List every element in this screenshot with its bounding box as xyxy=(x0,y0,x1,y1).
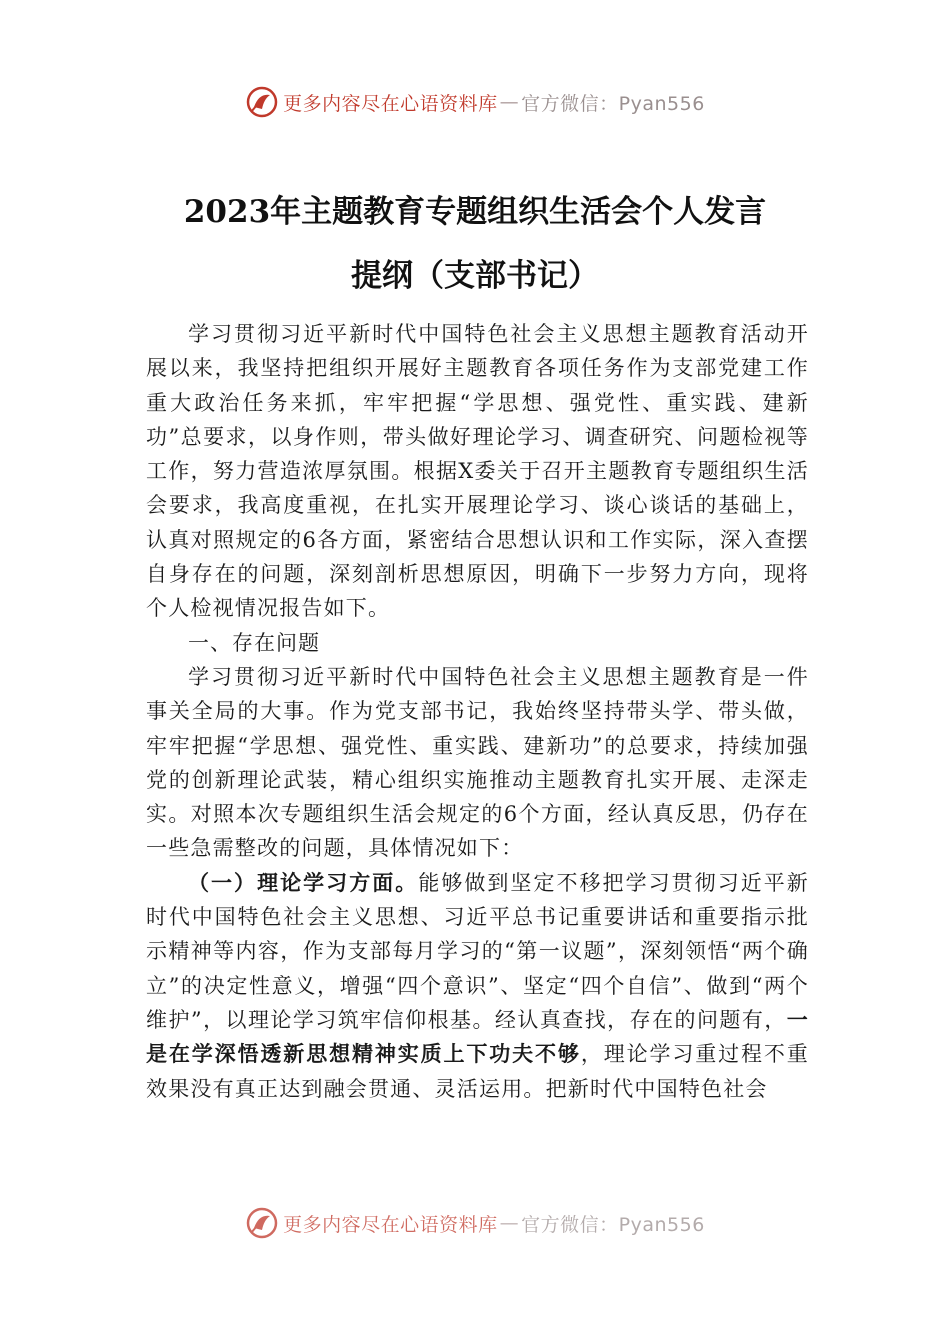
watermark-logo-icon xyxy=(245,1206,279,1240)
paragraph-intro: 学习贯彻习近平新时代中国特色社会主义思想主题教育活动开展以来，我坚持把组织开展好主题教育各项任务作为支部党建工作重大政治任务来抓，牢牢把握“学思想、强党性、重实践、建新功”总要求，以身作则，带头做好理论学习、调查研究、问题检视等工作，努力营造浓厚氛围。根据X委关于召开主题教育专题组织生活会要求，我高度重视，在扎实开展理论学习、谈心谈话的基础上，认真对照规定的6各方面，紧密结合思想认识和工作实际，深入查摆自身存在的问题，深刻剖析思想原因，明确下一步努力方向，现将个人检视情况报告如下。 xyxy=(146,322,809,621)
watermark-wechat: 官方微信：Pyan556 xyxy=(521,1213,705,1236)
watermark-wechat: 官方微信：Pyan556 xyxy=(521,92,705,115)
document-title-line2: 提纲（支部书记） xyxy=(351,258,599,294)
document-body xyxy=(146,317,809,1106)
watermark-footer xyxy=(0,1203,950,1243)
theory-study-text-continued: ，理论学习重过程不重效果没有真正达到融会贯通、灵活运用。把新时代中国特色社会 xyxy=(146,1042,809,1101)
section-heading-issues: 一、存在问题 xyxy=(188,630,320,655)
watermark-text: 更多内容尽在心语资料库 xyxy=(283,1213,498,1236)
watermark-dash: — xyxy=(499,91,520,113)
watermark-header xyxy=(0,82,950,122)
watermark-logo-icon xyxy=(245,85,279,119)
document-title-line1: 2023年主题教育专题组织生活会个人发言 xyxy=(183,194,767,230)
watermark-dash: — xyxy=(499,1212,520,1234)
paragraph-overview: 学习贯彻习近平新时代中国特色社会主义思想主题教育是一件事关全局的大事。作为党支部书记，我始终坚持带头学、带头做，牢牢把握“学思想、强党性、重实践、建新功”的总要求，持续加强党的创新理论武装，精心组织实施推动主题教育扎实开展、走深走实。对照本次专题组织生活会规定的6个方面，经认真反思，仍存在一些急需整改的问题，具体情况如下： xyxy=(146,664,809,861)
paragraph-theory-study xyxy=(146,866,809,1106)
theory-study-text: 能够做到坚定不移把学习贯彻习近平新时代中国特色社会主义思想、习近平总书记重要讲话和重要指示批示精神等内容，作为支部每月学习的“第一议题”，深刻领悟“两个确立”的决定性意义，增强“四个意识”、坚定“四个自信”、做到“两个维护”，以理论学习筑牢信仰根基。经认真查找，存在的问题有， xyxy=(146,870,809,1032)
watermark-text: 更多内容尽在心语资料库 xyxy=(283,92,498,115)
subheading-theory-study: （一）理论学习方面。 xyxy=(188,869,419,895)
theory-study-issue-one: 一是在学深悟透新思想精神实质上下功夫不够 xyxy=(146,1006,809,1067)
